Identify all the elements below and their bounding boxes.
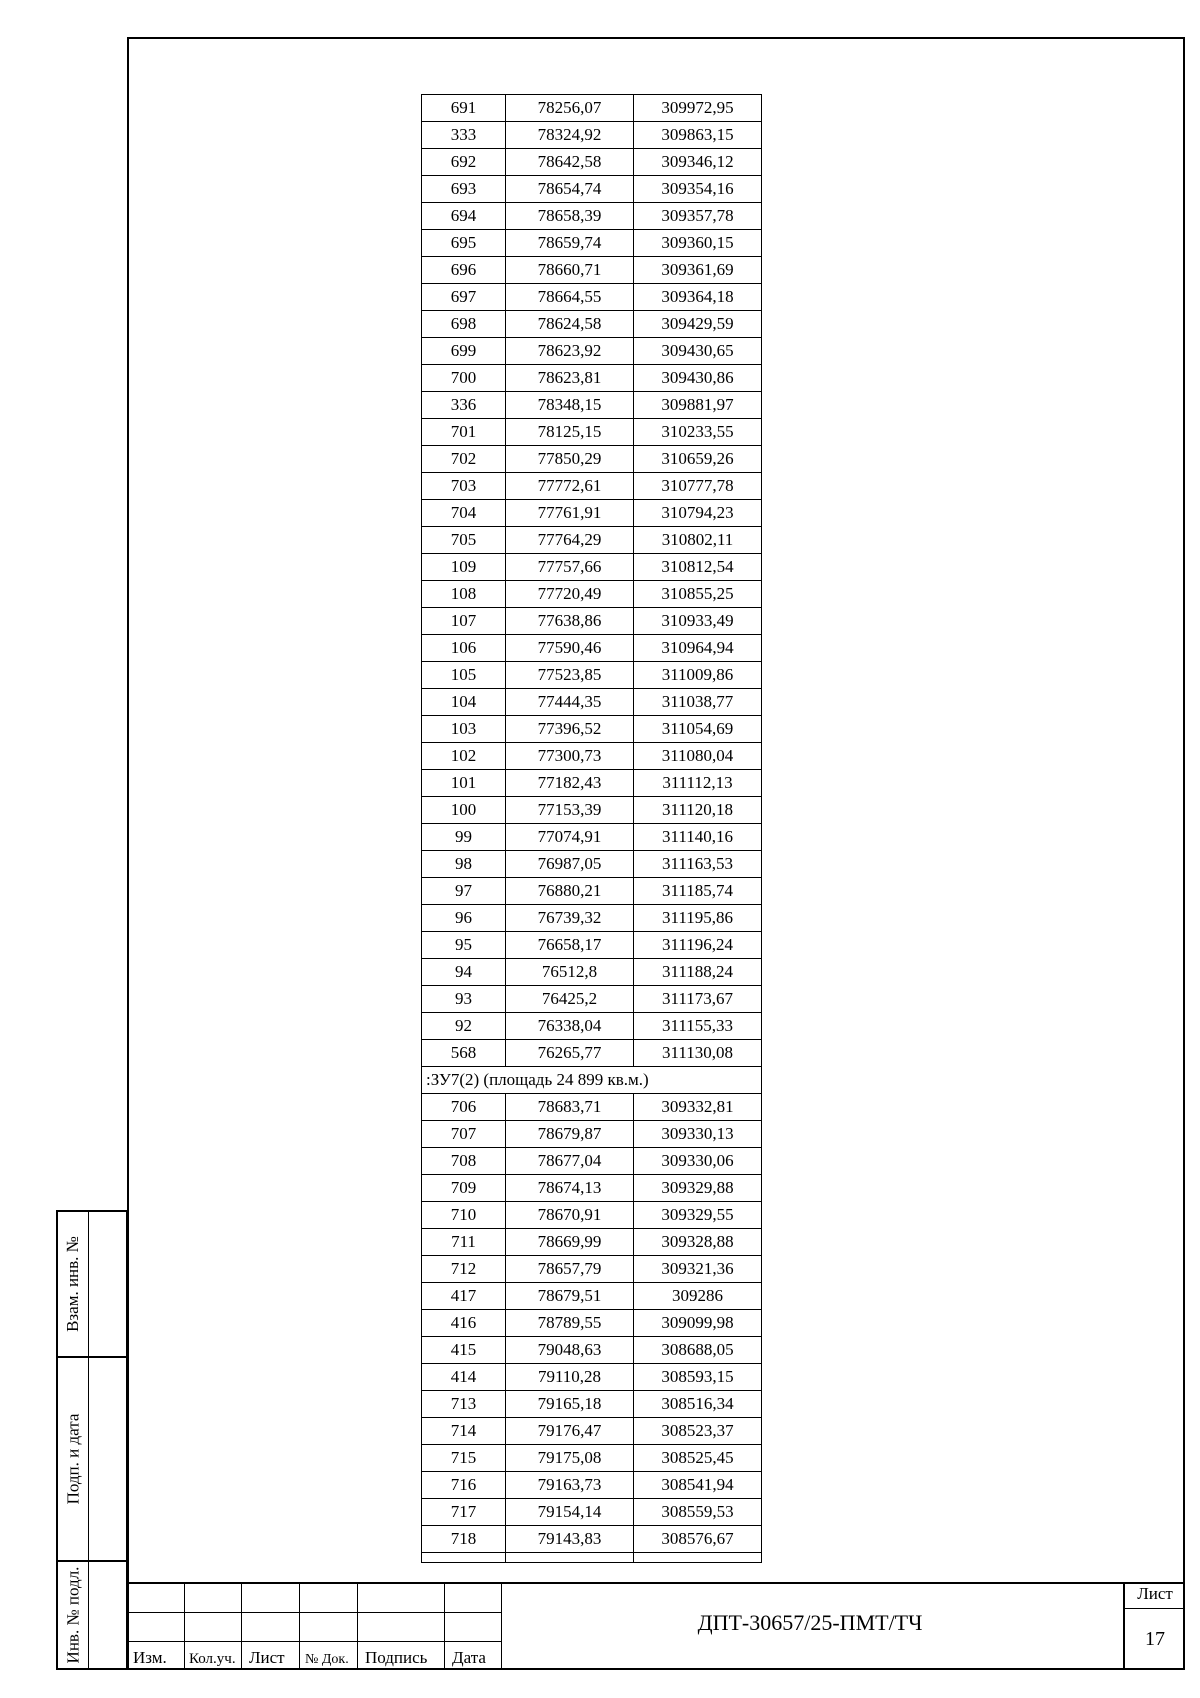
point-number: 98 — [422, 851, 506, 878]
point-number: 107 — [422, 608, 506, 635]
table-row — [422, 662, 762, 689]
x-coordinate: 78664,55 — [506, 284, 634, 311]
point-number: 710 — [422, 1202, 506, 1229]
side-label-podp: Подп. и дата — [63, 1413, 83, 1505]
side-label-inv: Инв. № подл. — [63, 1566, 82, 1664]
x-coordinate: 78670,91 — [506, 1202, 634, 1229]
x-coordinate: 79110,28 — [506, 1364, 634, 1391]
x-coordinate: 77153,39 — [506, 797, 634, 824]
y-coordinate: 309430,65 — [634, 338, 762, 365]
table-row — [422, 1040, 762, 1067]
point-number: 568 — [422, 1040, 506, 1067]
point-number: 109 — [422, 554, 506, 581]
point-number: 700 — [422, 365, 506, 392]
table-row — [422, 95, 762, 122]
y-coordinate: 309328,88 — [634, 1229, 762, 1256]
table-row — [422, 1148, 762, 1175]
y-coordinate: 311130,08 — [634, 1040, 762, 1067]
x-coordinate: 78789,55 — [506, 1310, 634, 1337]
point-number: 695 — [422, 230, 506, 257]
table-row — [422, 635, 762, 662]
x-coordinate: 78659,74 — [506, 230, 634, 257]
empty-row — [422, 1553, 762, 1563]
table-row — [422, 1229, 762, 1256]
x-coordinate: 78660,71 — [506, 257, 634, 284]
point-number: 702 — [422, 446, 506, 473]
point-number: 93 — [422, 986, 506, 1013]
y-coordinate: 309346,12 — [634, 149, 762, 176]
y-coordinate: 309332,81 — [634, 1094, 762, 1121]
x-coordinate: 78679,87 — [506, 1121, 634, 1148]
y-coordinate: 311140,16 — [634, 824, 762, 851]
sheet-box — [1123, 1582, 1185, 1670]
x-coordinate: 77590,46 — [506, 635, 634, 662]
table-row — [422, 284, 762, 311]
table-row — [422, 1445, 762, 1472]
y-coordinate: 311173,67 — [634, 986, 762, 1013]
y-coordinate: 310233,55 — [634, 419, 762, 446]
y-coordinate: 308593,15 — [634, 1364, 762, 1391]
table-row — [422, 1364, 762, 1391]
point-number: 336 — [422, 392, 506, 419]
x-coordinate: 78348,15 — [506, 392, 634, 419]
table-row — [422, 1418, 762, 1445]
stamp-list: Лист — [249, 1648, 285, 1667]
point-number: 691 — [422, 95, 506, 122]
x-coordinate: 76987,05 — [506, 851, 634, 878]
table-row — [422, 1472, 762, 1499]
table-row — [422, 365, 762, 392]
y-coordinate: 309329,88 — [634, 1175, 762, 1202]
y-coordinate: 308576,67 — [634, 1526, 762, 1553]
table-row — [422, 851, 762, 878]
y-coordinate: 310659,26 — [634, 446, 762, 473]
y-coordinate: 309321,36 — [634, 1256, 762, 1283]
x-coordinate: 79154,14 — [506, 1499, 634, 1526]
y-coordinate: 311188,24 — [634, 959, 762, 986]
y-coordinate: 310802,11 — [634, 527, 762, 554]
y-coordinate: 311009,86 — [634, 662, 762, 689]
y-coordinate: 311112,13 — [634, 770, 762, 797]
x-coordinate: 77396,52 — [506, 716, 634, 743]
point-number: 703 — [422, 473, 506, 500]
point-number: 95 — [422, 932, 506, 959]
y-coordinate: 309972,95 — [634, 95, 762, 122]
y-coordinate: 308559,53 — [634, 1499, 762, 1526]
y-coordinate: 311038,77 — [634, 689, 762, 716]
y-coordinate: 311080,04 — [634, 743, 762, 770]
point-number: 717 — [422, 1499, 506, 1526]
point-number: 106 — [422, 635, 506, 662]
point-number: 96 — [422, 905, 506, 932]
document-code: ДПТ-30657/25-ПМТ/ТЧ — [697, 1610, 923, 1635]
y-coordinate: 308688,05 — [634, 1337, 762, 1364]
y-coordinate: 311195,86 — [634, 905, 762, 932]
x-coordinate: 77300,73 — [506, 743, 634, 770]
x-coordinate: 76265,77 — [506, 1040, 634, 1067]
point-number: 715 — [422, 1445, 506, 1472]
point-number: 708 — [422, 1148, 506, 1175]
x-coordinate: 78677,04 — [506, 1148, 634, 1175]
stamp-izm: Изм. — [133, 1648, 167, 1667]
table-row — [422, 527, 762, 554]
table-row — [422, 311, 762, 338]
table-row — [422, 905, 762, 932]
point-number: 697 — [422, 284, 506, 311]
point-number: 698 — [422, 311, 506, 338]
table-row — [422, 986, 762, 1013]
x-coordinate: 76880,21 — [506, 878, 634, 905]
table-row — [422, 446, 762, 473]
y-coordinate: 309364,18 — [634, 284, 762, 311]
y-coordinate: 311120,18 — [634, 797, 762, 824]
table-row — [422, 1175, 762, 1202]
point-number: 714 — [422, 1418, 506, 1445]
point-number: 693 — [422, 176, 506, 203]
table-row — [422, 338, 762, 365]
table-row — [422, 554, 762, 581]
section-label: :ЗУ7(2) (площадь 24 899 кв.м.) — [422, 1067, 762, 1094]
x-coordinate: 79143,83 — [506, 1526, 634, 1553]
y-coordinate: 308523,37 — [634, 1418, 762, 1445]
x-coordinate: 79163,73 — [506, 1472, 634, 1499]
x-coordinate: 78654,74 — [506, 176, 634, 203]
table-row — [422, 392, 762, 419]
point-number: 414 — [422, 1364, 506, 1391]
table-row — [422, 1121, 762, 1148]
point-number: 706 — [422, 1094, 506, 1121]
y-coordinate: 308541,94 — [634, 1472, 762, 1499]
x-coordinate: 77444,35 — [506, 689, 634, 716]
table-row — [422, 878, 762, 905]
point-number: 416 — [422, 1310, 506, 1337]
sheet-label: Лист — [1137, 1584, 1173, 1603]
y-coordinate: 311185,74 — [634, 878, 762, 905]
x-coordinate: 79048,63 — [506, 1337, 634, 1364]
side-label-vzam: Взам. инв. № — [63, 1236, 82, 1332]
table-row — [422, 608, 762, 635]
table-row — [422, 149, 762, 176]
y-coordinate: 311054,69 — [634, 716, 762, 743]
table-row — [422, 1337, 762, 1364]
x-coordinate: 78674,13 — [506, 1175, 634, 1202]
y-coordinate: 309286 — [634, 1283, 762, 1310]
y-coordinate: 308516,34 — [634, 1391, 762, 1418]
point-number: 104 — [422, 689, 506, 716]
point-number: 103 — [422, 716, 506, 743]
y-coordinate: 309330,13 — [634, 1121, 762, 1148]
point-number: 713 — [422, 1391, 506, 1418]
sheet-number: 17 — [1145, 1628, 1165, 1650]
x-coordinate: 78657,79 — [506, 1256, 634, 1283]
table-row — [422, 176, 762, 203]
stamp-podpis: Подпись — [365, 1648, 428, 1667]
point-number: 696 — [422, 257, 506, 284]
table-row — [422, 1526, 762, 1553]
point-number: 712 — [422, 1256, 506, 1283]
point-number: 701 — [422, 419, 506, 446]
x-coordinate: 77074,91 — [506, 824, 634, 851]
x-coordinate: 78324,92 — [506, 122, 634, 149]
table-row — [422, 770, 762, 797]
point-number: 101 — [422, 770, 506, 797]
y-coordinate: 311163,53 — [634, 851, 762, 878]
table-row — [422, 1202, 762, 1229]
y-coordinate: 309361,69 — [634, 257, 762, 284]
table-row — [422, 1310, 762, 1337]
table-row — [422, 419, 762, 446]
y-coordinate: 310933,49 — [634, 608, 762, 635]
point-number: 711 — [422, 1229, 506, 1256]
table-row — [422, 1391, 762, 1418]
point-number: 699 — [422, 338, 506, 365]
point-number: 415 — [422, 1337, 506, 1364]
point-number: 694 — [422, 203, 506, 230]
x-coordinate: 78683,71 — [506, 1094, 634, 1121]
x-coordinate: 76658,17 — [506, 932, 634, 959]
x-coordinate: 78624,58 — [506, 311, 634, 338]
point-number: 718 — [422, 1526, 506, 1553]
y-coordinate: 308525,45 — [634, 1445, 762, 1472]
x-coordinate: 79176,47 — [506, 1418, 634, 1445]
point-number: 100 — [422, 797, 506, 824]
x-coordinate: 77757,66 — [506, 554, 634, 581]
stamp-kol: Кол.уч. — [189, 1651, 236, 1667]
table-row — [422, 689, 762, 716]
y-coordinate: 311196,24 — [634, 932, 762, 959]
y-coordinate: 309357,78 — [634, 203, 762, 230]
x-coordinate: 77182,43 — [506, 770, 634, 797]
table-row — [422, 932, 762, 959]
table-row — [422, 122, 762, 149]
x-coordinate: 77761,91 — [506, 500, 634, 527]
x-coordinate: 76739,32 — [506, 905, 634, 932]
x-coordinate: 76512,8 — [506, 959, 634, 986]
y-coordinate: 310964,94 — [634, 635, 762, 662]
point-number: 707 — [422, 1121, 506, 1148]
x-coordinate: 76338,04 — [506, 1013, 634, 1040]
table-row — [422, 1283, 762, 1310]
y-coordinate: 310794,23 — [634, 500, 762, 527]
coordinates-table — [421, 94, 762, 1563]
y-coordinate: 309429,59 — [634, 311, 762, 338]
table-row — [422, 1499, 762, 1526]
point-number: 716 — [422, 1472, 506, 1499]
y-coordinate: 310777,78 — [634, 473, 762, 500]
x-coordinate: 78642,58 — [506, 149, 634, 176]
y-coordinate: 309863,15 — [634, 122, 762, 149]
point-number: 94 — [422, 959, 506, 986]
point-number: 99 — [422, 824, 506, 851]
x-coordinate: 78125,15 — [506, 419, 634, 446]
y-coordinate: 309330,06 — [634, 1148, 762, 1175]
table-row — [422, 716, 762, 743]
y-coordinate: 309329,55 — [634, 1202, 762, 1229]
x-coordinate: 78679,51 — [506, 1283, 634, 1310]
table-row — [422, 581, 762, 608]
x-coordinate: 79175,08 — [506, 1445, 634, 1472]
side-stamp-inv — [56, 1560, 128, 1670]
x-coordinate: 77772,61 — [506, 473, 634, 500]
side-stamp-podp — [56, 1356, 128, 1562]
point-number: 102 — [422, 743, 506, 770]
y-coordinate: 309360,15 — [634, 230, 762, 257]
x-coordinate: 78669,99 — [506, 1229, 634, 1256]
point-number: 705 — [422, 527, 506, 554]
x-coordinate: 77720,49 — [506, 581, 634, 608]
table-row — [422, 500, 762, 527]
y-coordinate: 309881,97 — [634, 392, 762, 419]
point-number: 97 — [422, 878, 506, 905]
stamp-ndok: № Док. — [305, 1652, 349, 1667]
point-number: 417 — [422, 1283, 506, 1310]
table-row — [422, 230, 762, 257]
section-row — [422, 1067, 762, 1094]
y-coordinate: 309430,86 — [634, 365, 762, 392]
point-number: 333 — [422, 122, 506, 149]
x-coordinate: 77850,29 — [506, 446, 634, 473]
table-row — [422, 824, 762, 851]
x-coordinate: 79165,18 — [506, 1391, 634, 1418]
x-coordinate: 77638,86 — [506, 608, 634, 635]
point-number: 692 — [422, 149, 506, 176]
x-coordinate: 77764,29 — [506, 527, 634, 554]
y-coordinate: 309354,16 — [634, 176, 762, 203]
y-coordinate: 311155,33 — [634, 1013, 762, 1040]
x-coordinate: 78623,92 — [506, 338, 634, 365]
point-number: 709 — [422, 1175, 506, 1202]
point-number: 92 — [422, 1013, 506, 1040]
table-row — [422, 203, 762, 230]
table-row — [422, 797, 762, 824]
side-stamp-vzam — [56, 1210, 128, 1358]
y-coordinate: 309099,98 — [634, 1310, 762, 1337]
x-coordinate: 76425,2 — [506, 986, 634, 1013]
table-row — [422, 1094, 762, 1121]
x-coordinate: 78623,81 — [506, 365, 634, 392]
y-coordinate: 310855,25 — [634, 581, 762, 608]
x-coordinate: 78256,07 — [506, 95, 634, 122]
table-row — [422, 743, 762, 770]
table-row — [422, 473, 762, 500]
table-row — [422, 1013, 762, 1040]
point-number: 105 — [422, 662, 506, 689]
table-row — [422, 1256, 762, 1283]
x-coordinate: 78658,39 — [506, 203, 634, 230]
y-coordinate: 310812,54 — [634, 554, 762, 581]
point-number: 704 — [422, 500, 506, 527]
point-number: 108 — [422, 581, 506, 608]
stamp-data: Дата — [452, 1648, 486, 1667]
x-coordinate: 77523,85 — [506, 662, 634, 689]
table-row — [422, 959, 762, 986]
table-row — [422, 257, 762, 284]
